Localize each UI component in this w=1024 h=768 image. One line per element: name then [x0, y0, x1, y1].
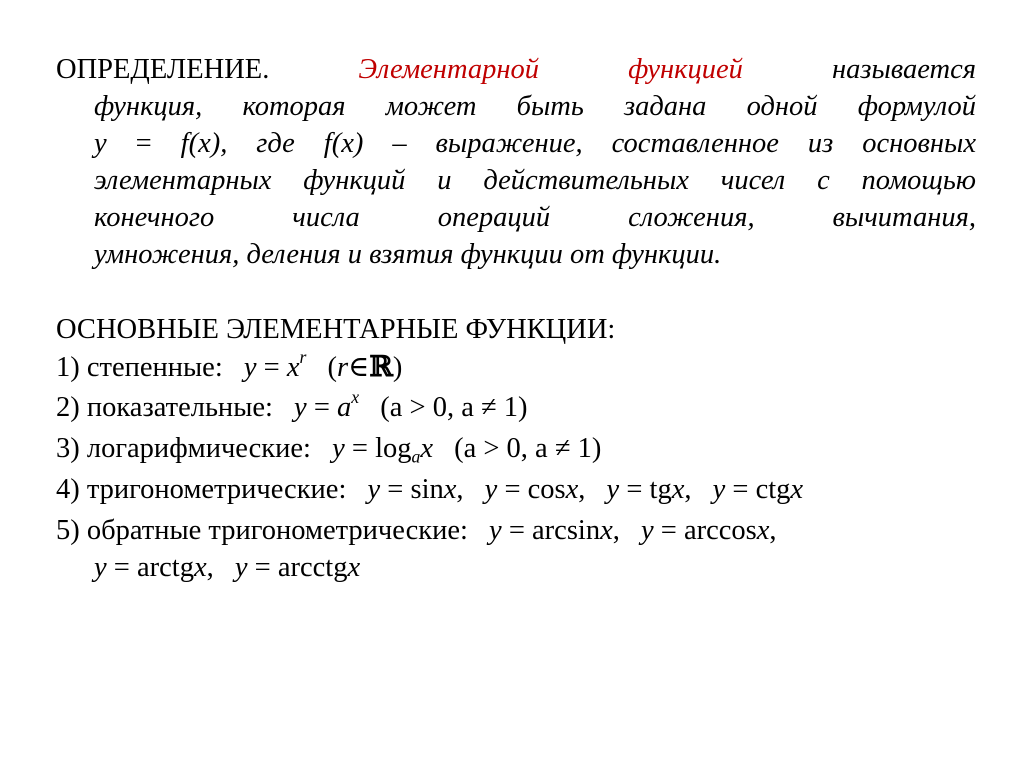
formula-fn: arccos — [683, 515, 757, 546]
item-label: логарифмические: — [86, 433, 311, 464]
function-item-exponential — [56, 386, 976, 430]
item-number: 5) — [56, 515, 80, 546]
formula-fn: arcsin — [532, 515, 601, 546]
item-label: тригонометрические: — [86, 474, 347, 505]
definition-line-2-text: функция, которая может быть задана одной формулой — [94, 91, 976, 122]
item-formula — [294, 386, 360, 423]
formula-y: y — [94, 128, 107, 159]
element-of-symbol: ∈ — [348, 352, 370, 383]
formula-fn: arcctg — [277, 552, 348, 583]
formula-arg: x — [420, 433, 433, 464]
formula-eq: = — [247, 552, 278, 583]
definition-word: сложения, — [628, 202, 755, 233]
item-formula — [243, 346, 307, 383]
item-label: обратные тригонометрические: — [86, 515, 468, 546]
formula-arg: x — [790, 474, 804, 505]
formula-lhs: y — [489, 515, 502, 546]
definition-line-3-rest: – выражение, составленное из основных — [363, 128, 976, 159]
item-number: 2) — [56, 392, 80, 423]
formula-arg: x — [756, 515, 770, 546]
formula-tg — [607, 474, 692, 505]
formula-base: a — [337, 392, 352, 423]
condition-close: ) — [392, 352, 403, 383]
formula-eq: = — [344, 433, 376, 464]
formula-arcsin — [489, 515, 620, 546]
formula-exponent: r — [299, 346, 307, 367]
formula-lhs: y — [94, 552, 107, 583]
definition-line-5-words — [94, 199, 976, 236]
formula-eq: = — [619, 474, 650, 505]
formula-sep: , — [206, 552, 214, 583]
formula-sep: , — [456, 474, 464, 505]
formula-fn: sin — [410, 474, 444, 505]
formula-arg: x — [193, 552, 207, 583]
definition-line-6-text: умножения, деления и взятия функции от функции. — [94, 239, 722, 270]
formula-eq: = — [725, 474, 756, 505]
definition-line-2 — [56, 88, 976, 125]
formula-log-base: a — [411, 446, 421, 467]
item-label: степенные: — [86, 352, 223, 383]
basic-functions-block — [56, 311, 976, 586]
formula-fn: tg — [649, 474, 672, 505]
definition-verb: называется — [831, 54, 976, 85]
item-formula — [332, 433, 433, 467]
function-item-logarithmic — [56, 430, 976, 471]
real-numbers-symbol: ℝ — [369, 349, 393, 383]
item-condition: (a > 0, a ≠ 1) — [380, 392, 528, 423]
definition-line-4-text: элементарных функций и действительных чисел с помощью — [94, 165, 976, 196]
formula-equals: = — [106, 128, 181, 159]
item-number: 1) — [56, 352, 80, 383]
item-label: показательные: — [86, 392, 273, 423]
formula-arccos — [641, 515, 777, 546]
definition-word: операций — [437, 202, 551, 233]
definition-line-1 — [56, 51, 976, 88]
condition-var: r — [337, 352, 349, 383]
formula-lhs: y — [367, 474, 381, 505]
definition-word: числа — [292, 202, 360, 233]
formula-lhs: y — [712, 474, 726, 505]
formula-eq: = — [380, 474, 411, 505]
definition-block — [56, 51, 976, 273]
basic-functions-heading: ОСНОВНЫЕ ЭЛЕМЕНТАРНЫЕ ФУНКЦИИ: — [56, 314, 616, 345]
formula-fx: f(x) — [323, 128, 364, 159]
formula-lhs: y — [484, 474, 498, 505]
formula-arg: x — [565, 474, 579, 505]
formula-arg: x — [347, 552, 361, 583]
item-number: 3) — [56, 433, 80, 464]
formula-fn: cos — [527, 474, 566, 505]
formula-sin — [368, 474, 464, 505]
formula-eq: = — [106, 552, 137, 583]
definition-term-part-1: Элементарной — [358, 54, 540, 85]
formula-sep: , — [684, 474, 692, 505]
definition-keyword: ОПРЕДЕЛЕНИЕ. — [56, 54, 270, 85]
definition-term-part-2: функцией — [628, 54, 743, 85]
definition-line-3 — [56, 125, 976, 162]
formula-lhs: y — [243, 352, 257, 383]
formula-eq: = — [497, 474, 528, 505]
function-item-inverse-trigonometric — [56, 512, 976, 549]
formula-sep: , — [769, 515, 777, 546]
formula-log: log — [375, 433, 412, 464]
formula-arg: x — [443, 474, 457, 505]
definition-word: вычитания, — [832, 202, 976, 233]
formula-arg: x — [671, 474, 685, 505]
item-condition: (a > 0, a ≠ 1) — [454, 433, 602, 464]
formula-ctg — [713, 474, 803, 505]
definition-word: конечного — [94, 202, 215, 233]
formula-eq: = — [306, 392, 338, 423]
formula-arcctg — [235, 552, 360, 583]
formula-fn: ctg — [755, 474, 791, 505]
formula-lhs: y — [294, 392, 307, 423]
formula-cos — [485, 474, 586, 505]
formula-f: f — [180, 128, 189, 159]
formula-sep: , — [578, 474, 586, 505]
formula-base: x — [286, 352, 300, 383]
definition-where: где — [227, 128, 324, 159]
function-item-trigonometric — [56, 471, 976, 512]
formula-arctg — [94, 552, 214, 583]
formula-lhs: y — [234, 552, 248, 583]
function-item-power — [56, 348, 976, 389]
function-item-inverse-trigonometric-continuation — [56, 549, 976, 586]
condition-open: ( — [327, 352, 338, 383]
formula-arg: x — [600, 515, 613, 546]
formula-exponent: x — [351, 386, 360, 407]
formula-fn: arctg — [136, 552, 194, 583]
formula-lhs: y — [641, 515, 654, 546]
definition-line-6 — [56, 236, 976, 273]
definition-line-4 — [56, 162, 976, 199]
formula-lhs: y — [332, 433, 345, 464]
item-number: 4) — [56, 474, 80, 505]
formula-eq: = — [256, 352, 287, 383]
formula-lhs: y — [606, 474, 620, 505]
formula-fx-arg: (x), — [188, 128, 228, 159]
formula-sep: , — [612, 515, 620, 546]
definition-line-5 — [56, 199, 976, 236]
item-condition — [327, 349, 403, 383]
formula-eq: = — [501, 515, 533, 546]
formula-eq: = — [653, 515, 684, 546]
